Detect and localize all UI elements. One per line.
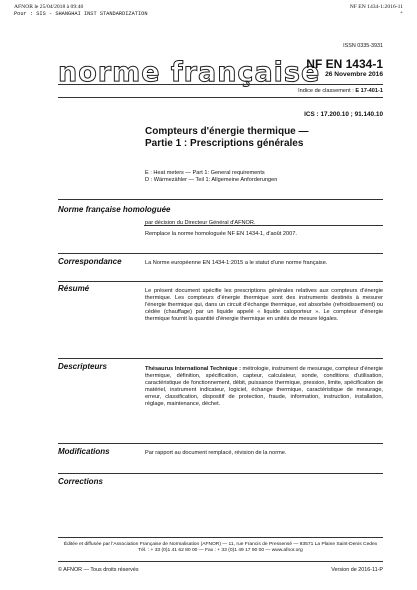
ics-value: 17.200.10 ; 91.140.10: [320, 111, 383, 118]
section-label-homologuee: Norme française homologuée: [58, 205, 171, 214]
section-label-modifications: Modifications: [58, 447, 110, 456]
publisher-info: [58, 542, 383, 554]
section-label-correspondance: Correspondance: [58, 257, 122, 266]
descripteurs-lead: Thésaurus International Technique :: [145, 366, 241, 372]
section-label-descripteurs: Descripteurs: [58, 362, 107, 371]
classement-value: E 17-401-1: [355, 88, 383, 94]
homologuee-line2: Remplace la norme homologuée NF EN 1434-1, d'août 2007.: [145, 231, 297, 238]
print-header-ref-line2: +: [399, 10, 403, 16]
section-text-resume: Le présent document spécifie les prescriptions générales relatives aux compteurs d'énergie thermique. Les compteurs d'énergie thermique sont des instruments destinés à mesurer l'énergie thermique qui, dans un circuit d'échange thermique, est absorbée (refroidissement) ou cédée (chauffage) par un liquide appelé « liquide caloporteur ». Le compteur d'énergie thermique fournit la quantité d'énergie thermique en unités de mesure légales.: [145, 288, 383, 323]
divider: [58, 443, 383, 444]
section-text-modifications: Par rapport au document remplacé, révision de la norme.: [145, 450, 287, 456]
divider: [144, 225, 383, 226]
divider: [58, 281, 383, 282]
print-header: [14, 4, 148, 17]
divider: [58, 358, 383, 359]
print-header-ref: [350, 4, 403, 16]
section-text-homologuee: [145, 220, 383, 238]
section-label-resume: Résumé: [58, 284, 90, 293]
divider: [58, 97, 383, 98]
divider: [58, 473, 383, 474]
section-text-descripteurs: [145, 366, 383, 409]
translations: [145, 170, 277, 185]
copyright: © AFNOR — Tous droits réservés: [58, 567, 139, 573]
descripteurs-body: métrologie, instrument de mesurage, compteur d'énergie thermique, définition, spécification, capteur, calculateur, sonde, conditions d'utilisation, caractéristique de fonctionnement, débit, puissance thermique, pression, limite, spécification de matériel, instrument indicateur, logiciel, échange thermique, caractéristique de mesurage, erreur, classification, dispositif de protection, fraude, information, instruction, installation, réglage, maintenance, déchet.: [145, 366, 383, 408]
divider: [58, 537, 383, 538]
version: Version de 2016-11-P: [331, 567, 383, 573]
divider: [58, 199, 383, 200]
section-label-corrections: Corrections: [58, 477, 103, 486]
issn: ISSN 0335-3931: [343, 43, 383, 49]
homologuee-line1: par décision du Directeur Général d'AFNOR.: [145, 220, 256, 226]
print-header-line1: AFNOR le 25/04/2018 à 09:40: [14, 4, 84, 10]
classement: [298, 88, 383, 94]
publisher-line2: Tél. : + 33 (0)1 41 62 80 00 — Fax : + 33 (0)1 49 17 90 00 — www.afnor.org: [138, 548, 303, 554]
publication-date: 26 Novembre 2016: [325, 71, 383, 78]
standard-id: NF EN 1434-1: [306, 57, 383, 71]
print-header-ref-line1: NF EN 1434-1:2016-11: [349, 4, 403, 10]
norme-francaise-logo: norme française: [58, 57, 321, 88]
translation-en: E : Heat meters — Part 1: General requirements: [145, 170, 265, 176]
divider: [58, 84, 383, 85]
publisher-line1: Éditée et diffusée par l'Association Française de Normalisation (AFNOR) — 11, rue Francis de Pressensé — 93571 La Plaine Saint-Denis Cedex: [63, 542, 378, 547]
translation-de: D : Wärmezähler — Teil 1: Allgemeine Anforderungen: [145, 177, 278, 184]
divider: [58, 561, 383, 562]
document-title: [145, 126, 309, 150]
title-line2: Partie 1 : Prescriptions générales: [145, 138, 304, 149]
ics: [304, 111, 383, 118]
print-header-line2: Pour : SIS - SHANGHAI INST STANDARDIZATION: [14, 10, 148, 17]
divider: [58, 253, 383, 254]
ics-label: ICS :: [304, 111, 319, 118]
classement-label: Indice de classement :: [298, 88, 354, 94]
section-text-correspondance: La Norme européenne EN 1434-1:2015 a le statut d'une norme française.: [145, 260, 328, 266]
title-line1: Compteurs d'énergie thermique —: [145, 126, 309, 137]
